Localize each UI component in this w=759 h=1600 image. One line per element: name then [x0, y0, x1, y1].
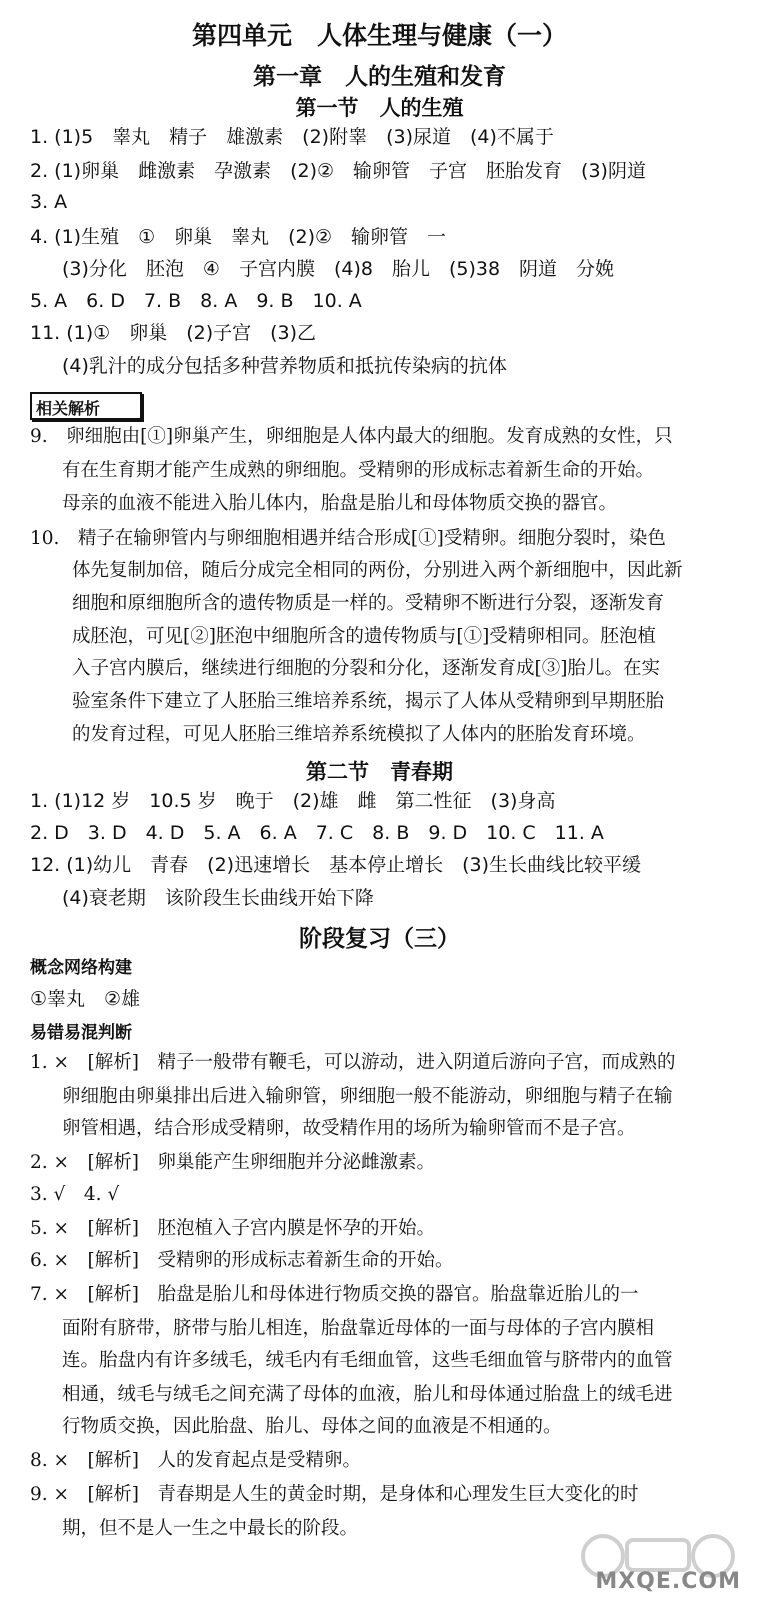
review-title: 阶段复习（三）	[299, 926, 460, 952]
explanation-line: 入子宫内膜后，继续进行细胞的分裂和分化，逐渐发育成[③]胎儿。在实	[72, 658, 660, 679]
concept-network-label: 概念网络构建	[30, 958, 132, 978]
judgment-line: 卵管相遇，结合形成受精卵，故受精作用的场所为输卵管而不是子宫。	[62, 1118, 636, 1139]
judgment-line: 面附有脐带，脐带与胎儿相连，胎盘靠近母体的一面与母体的子宫内膜相	[62, 1318, 655, 1339]
answer-line: (4)乳汁的成分包括多种营养物质和抵抗传染病的抗体	[62, 355, 507, 377]
answer-line: 3. A	[30, 191, 68, 213]
explanation-line: 的发育过程，可见人胚胎三维培养系统模拟了人体内的胚胎发育环境。	[72, 724, 646, 745]
answer-line: 2. D 3. D 4. D 5. A 6. A 7. C 8. B 9. D 10. C 11. A	[30, 822, 604, 844]
judgment-label: 易错易混判断	[30, 1023, 132, 1043]
concept-answer: ①睾丸 ②雄	[30, 988, 141, 1010]
judgment-line: 卵细胞由卵巢排出后进入输卵管，卵细胞一般不能游动，卵细胞与精子在输	[62, 1086, 673, 1107]
explanation-line: 细胞和原细胞所含的遗传物质是一样的。受精卵不断进行分裂，逐渐发育	[72, 593, 665, 614]
answer-line: (3)分化 胚泡 ④ 子宫内膜 (4)8 胎儿 (5)38 阴道 分娩	[62, 258, 615, 280]
section-title-reproduction: 第一节 人的生殖	[295, 96, 464, 120]
judgment-line: 8. × [解析] 人的发育起点是受精卵。	[30, 1450, 361, 1471]
answer-line: 12. (1)幼儿 青春 (2)迅速增长 基本停止增长 (3)生长曲线比较平缓	[30, 854, 641, 876]
answer-line: 4. (1)生殖 ① 卵巢 睾丸 (2)② 输卵管 一	[30, 226, 447, 248]
answer-line: 11. (1)① 卵巢 (2)子宫 (3)乙	[30, 322, 317, 344]
answer-line: 1. (1)5 睾丸 精子 雄激素 (2)附睾 (3)尿道 (4)不属于	[30, 126, 554, 148]
judgment-line: 1. × [解析] 精子一般带有鞭毛，可以游动，进入阴道后游向子宫，而成熟的	[30, 1052, 676, 1073]
answer-line: (4)衰老期 该阶段生长曲线开始下降	[62, 887, 374, 909]
judgment-line: 2. × [解析] 卵巢能产生卵细胞并分泌雌激素。	[30, 1152, 435, 1173]
judgment-line: 3. √ 4. √	[30, 1184, 120, 1205]
judgment-line: 7. × [解析] 胎盘是胎儿和母体进行物质交换的器官。胎盘靠近胎儿的一	[30, 1284, 639, 1305]
answer-line: 5. A 6. D 7. B 8. A 9. B 10. A	[30, 290, 362, 312]
explanation-line: 有在生育期才能产生成熟的卵细胞。受精卵的形成标志着新生命的开始。	[62, 460, 655, 481]
explanation-line: 10. 精子在输卵管内与卵细胞相遇并结合形成[①]受精卵。细胞分裂时，染色	[30, 528, 666, 549]
unit-title: 第四单元 人体生理与健康（一）	[191, 21, 567, 50]
watermark-text: MXQE.COM	[595, 1569, 741, 1594]
answer-line: 2. (1)卵巢 雌激素 孕激素 (2)② 输卵管 子宫 胚胎发育 (3)阴道	[30, 160, 646, 182]
judgment-line: 相通，绒毛与绒毛之间充满了母体的血液，胎儿和母体通过胎盘上的绒毛进	[62, 1384, 673, 1405]
explanation-line: 体先复制加倍，随后分成完全相同的两份，分别进入两个新细胞中，因此新	[72, 560, 683, 581]
explanation-line: 母亲的血液不能进入胎儿体内，胎盘是胎儿和母体物质交换的器官。	[62, 493, 618, 514]
judgment-line: 9. × [解析] 青春期是人生的黄金时期，是身体和心理发生巨大变化的时	[30, 1484, 639, 1505]
judgment-line: 5. × [解析] 胚泡植入子宫内膜是怀孕的开始。	[30, 1218, 435, 1239]
judgment-line: 6. × [解析] 受精卵的形成标志着新生命的开始。	[30, 1250, 454, 1271]
explanation-line: 验室条件下建立了人胚胎三维培养系统，揭示了人体从受精卵到早期胚胎	[72, 691, 665, 712]
analysis-tag-label: 相关解析	[36, 399, 101, 418]
explanation-line: 9. 卵细胞由[①]卵巢产生，卵细胞是人体内最大的细胞。发育成熟的女性，只	[30, 426, 673, 447]
answer-line: 1. (1)12 岁 10.5 岁 晚于 (2)雄 雌 第二性征 (3)身高	[30, 790, 556, 812]
chapter-title: 第一章 人的生殖和发育	[253, 64, 506, 90]
section-title-puberty: 第二节 青春期	[306, 760, 453, 784]
judgment-line: 连。胎盘内有许多绒毛，绒毛内有毛细血管，这些毛细血管与脐带内的血管	[62, 1350, 673, 1371]
judgment-line: 期，但不是人一生之中最长的阶段。	[62, 1518, 359, 1539]
explanation-line: 成胚泡，可见[②]胚泡中细胞所含的遗传物质与[①]受精卵相同。胚泡植	[72, 626, 656, 647]
judgment-line: 行物质交换，因此胎盘、胎儿、母体之间的血液是不相通的。	[62, 1416, 562, 1437]
analysis-tag	[30, 392, 142, 420]
